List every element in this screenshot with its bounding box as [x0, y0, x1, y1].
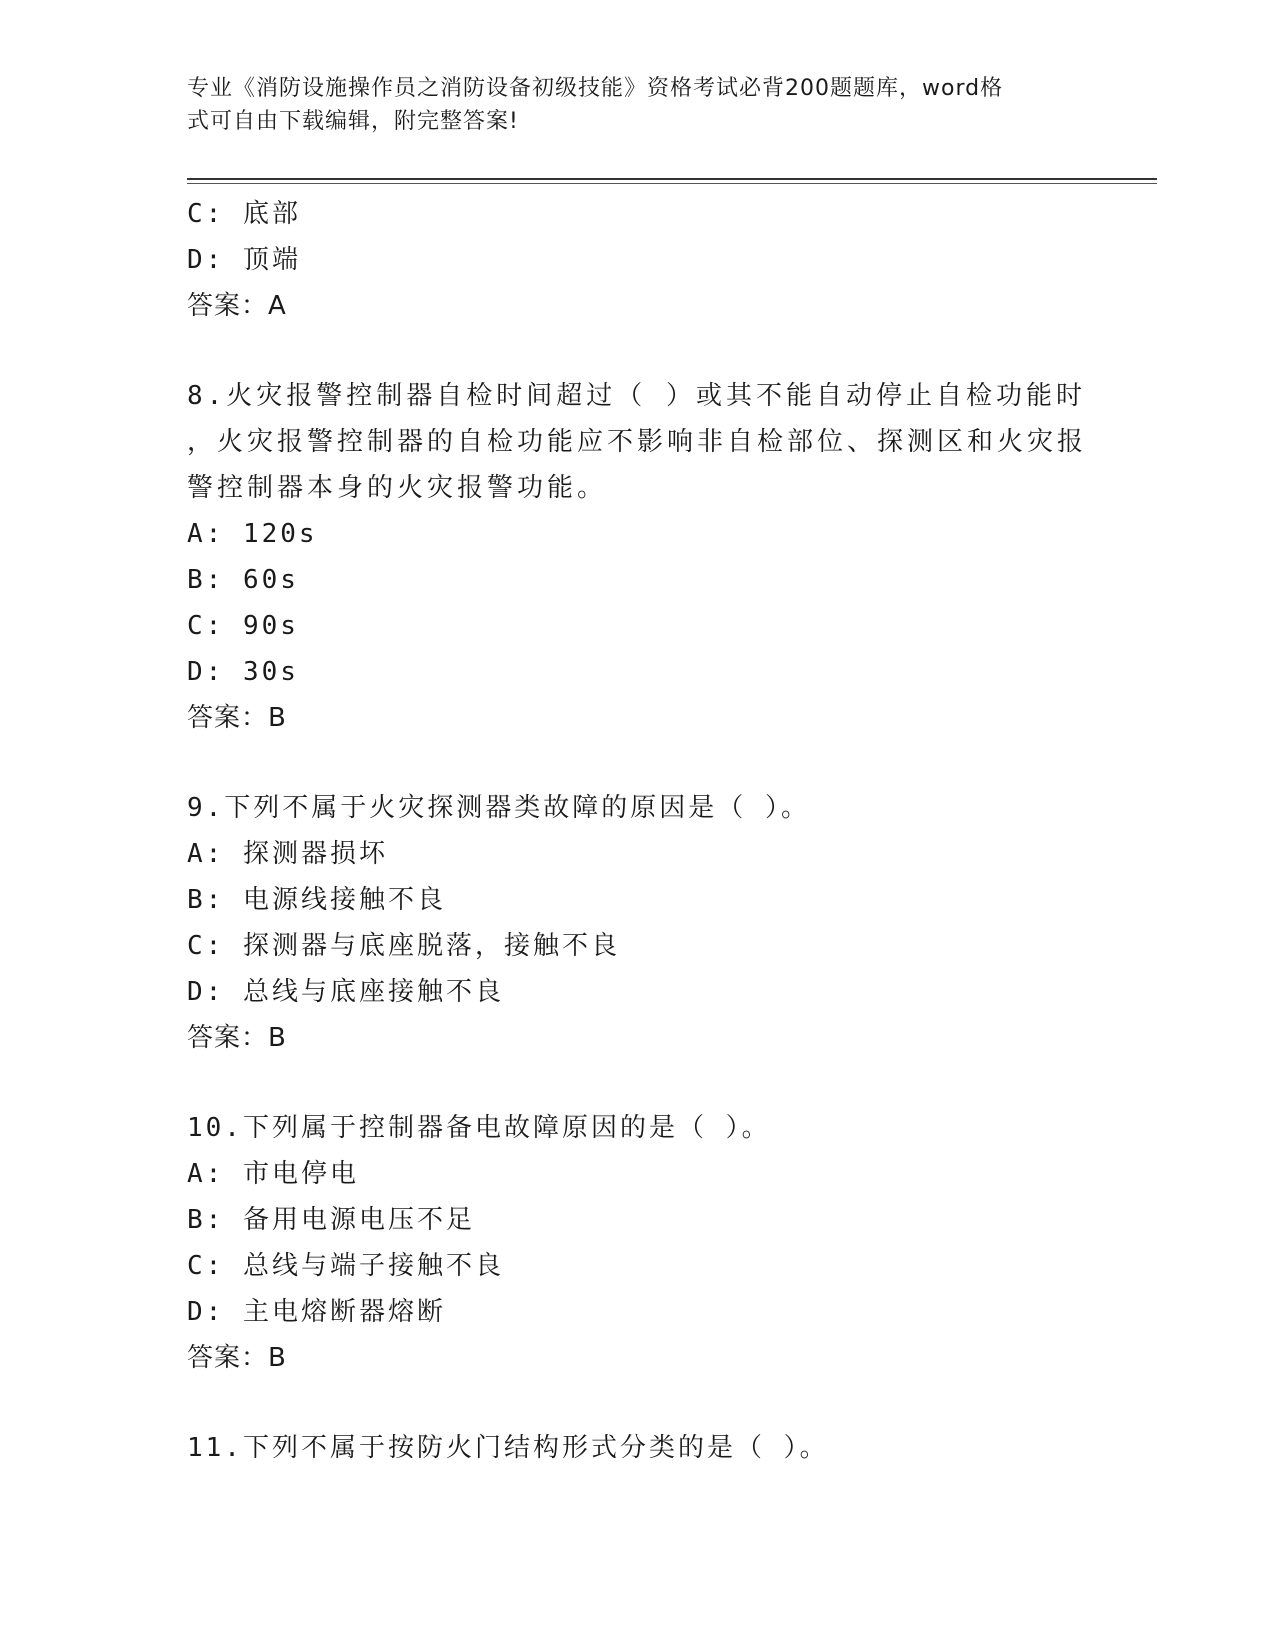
spacer [187, 1061, 1087, 1105]
option-b: B: 电源线接触不良 [187, 885, 446, 915]
header-divider-thin [187, 183, 1157, 184]
option-c: C: 总线与端子接触不良 [187, 1251, 504, 1281]
spacer [187, 329, 1087, 373]
option-c: C: 探测器与底座脱落，接触不良 [187, 931, 620, 961]
answer-line: 答案：B [187, 1343, 287, 1373]
option-b: B: 备用电源电压不足 [187, 1205, 475, 1235]
question-list [187, 191, 1087, 1471]
option-a: A: 120s [187, 519, 318, 549]
question-stem [187, 373, 1087, 511]
question-9 [187, 785, 1087, 1061]
document-header [187, 72, 1087, 138]
question-stem-line: 警控制器本身的火灾报警功能。 [187, 473, 608, 503]
option-c: C: 底部 [187, 199, 301, 229]
option-c: C: 90s [187, 611, 299, 641]
question-7 [187, 191, 1087, 329]
question-stem: 11.下列不属于按防火门结构形式分类的是（ ）。 [187, 1433, 829, 1463]
question-stem: 9.下列不属于火灾探测器类故障的原因是（ ）。 [187, 793, 810, 823]
option-a: A: 探测器损坏 [187, 839, 388, 869]
spacer [187, 741, 1087, 785]
header-divider-thick [187, 178, 1157, 180]
question-11 [187, 1425, 1087, 1471]
question-stem-line: 8.火灾报警控制器自检时间超过（ ）或其不能自动停止自检功能时 [187, 381, 1086, 411]
question-stem: 10.下列属于控制器备电故障原因的是（ ）。 [187, 1113, 771, 1143]
header-line-1: 专业《消防设施操作员之消防设备初级技能》资格考试必背200题题库，word格 [187, 76, 1004, 101]
header-line-2: 式可自由下载编辑，附完整答案! [187, 109, 519, 134]
option-d: D: 主电熔断器熔断 [187, 1297, 446, 1327]
question-10 [187, 1105, 1087, 1381]
spacer [187, 1381, 1087, 1425]
option-d: D: 顶端 [187, 245, 301, 275]
option-b: B: 60s [187, 565, 299, 595]
answer-line: 答案：A [187, 291, 287, 321]
option-d: D: 30s [187, 657, 299, 687]
answer-line: 答案：B [187, 1023, 287, 1053]
question-8 [187, 373, 1087, 741]
option-a: A: 市电停电 [187, 1159, 359, 1189]
answer-line: 答案：B [187, 703, 287, 733]
question-stem-line: ，火灾报警控制器的自检功能应不影响非自检部位、探测区和火灾报 [187, 427, 1088, 457]
option-d: D: 总线与底座接触不良 [187, 977, 504, 1007]
